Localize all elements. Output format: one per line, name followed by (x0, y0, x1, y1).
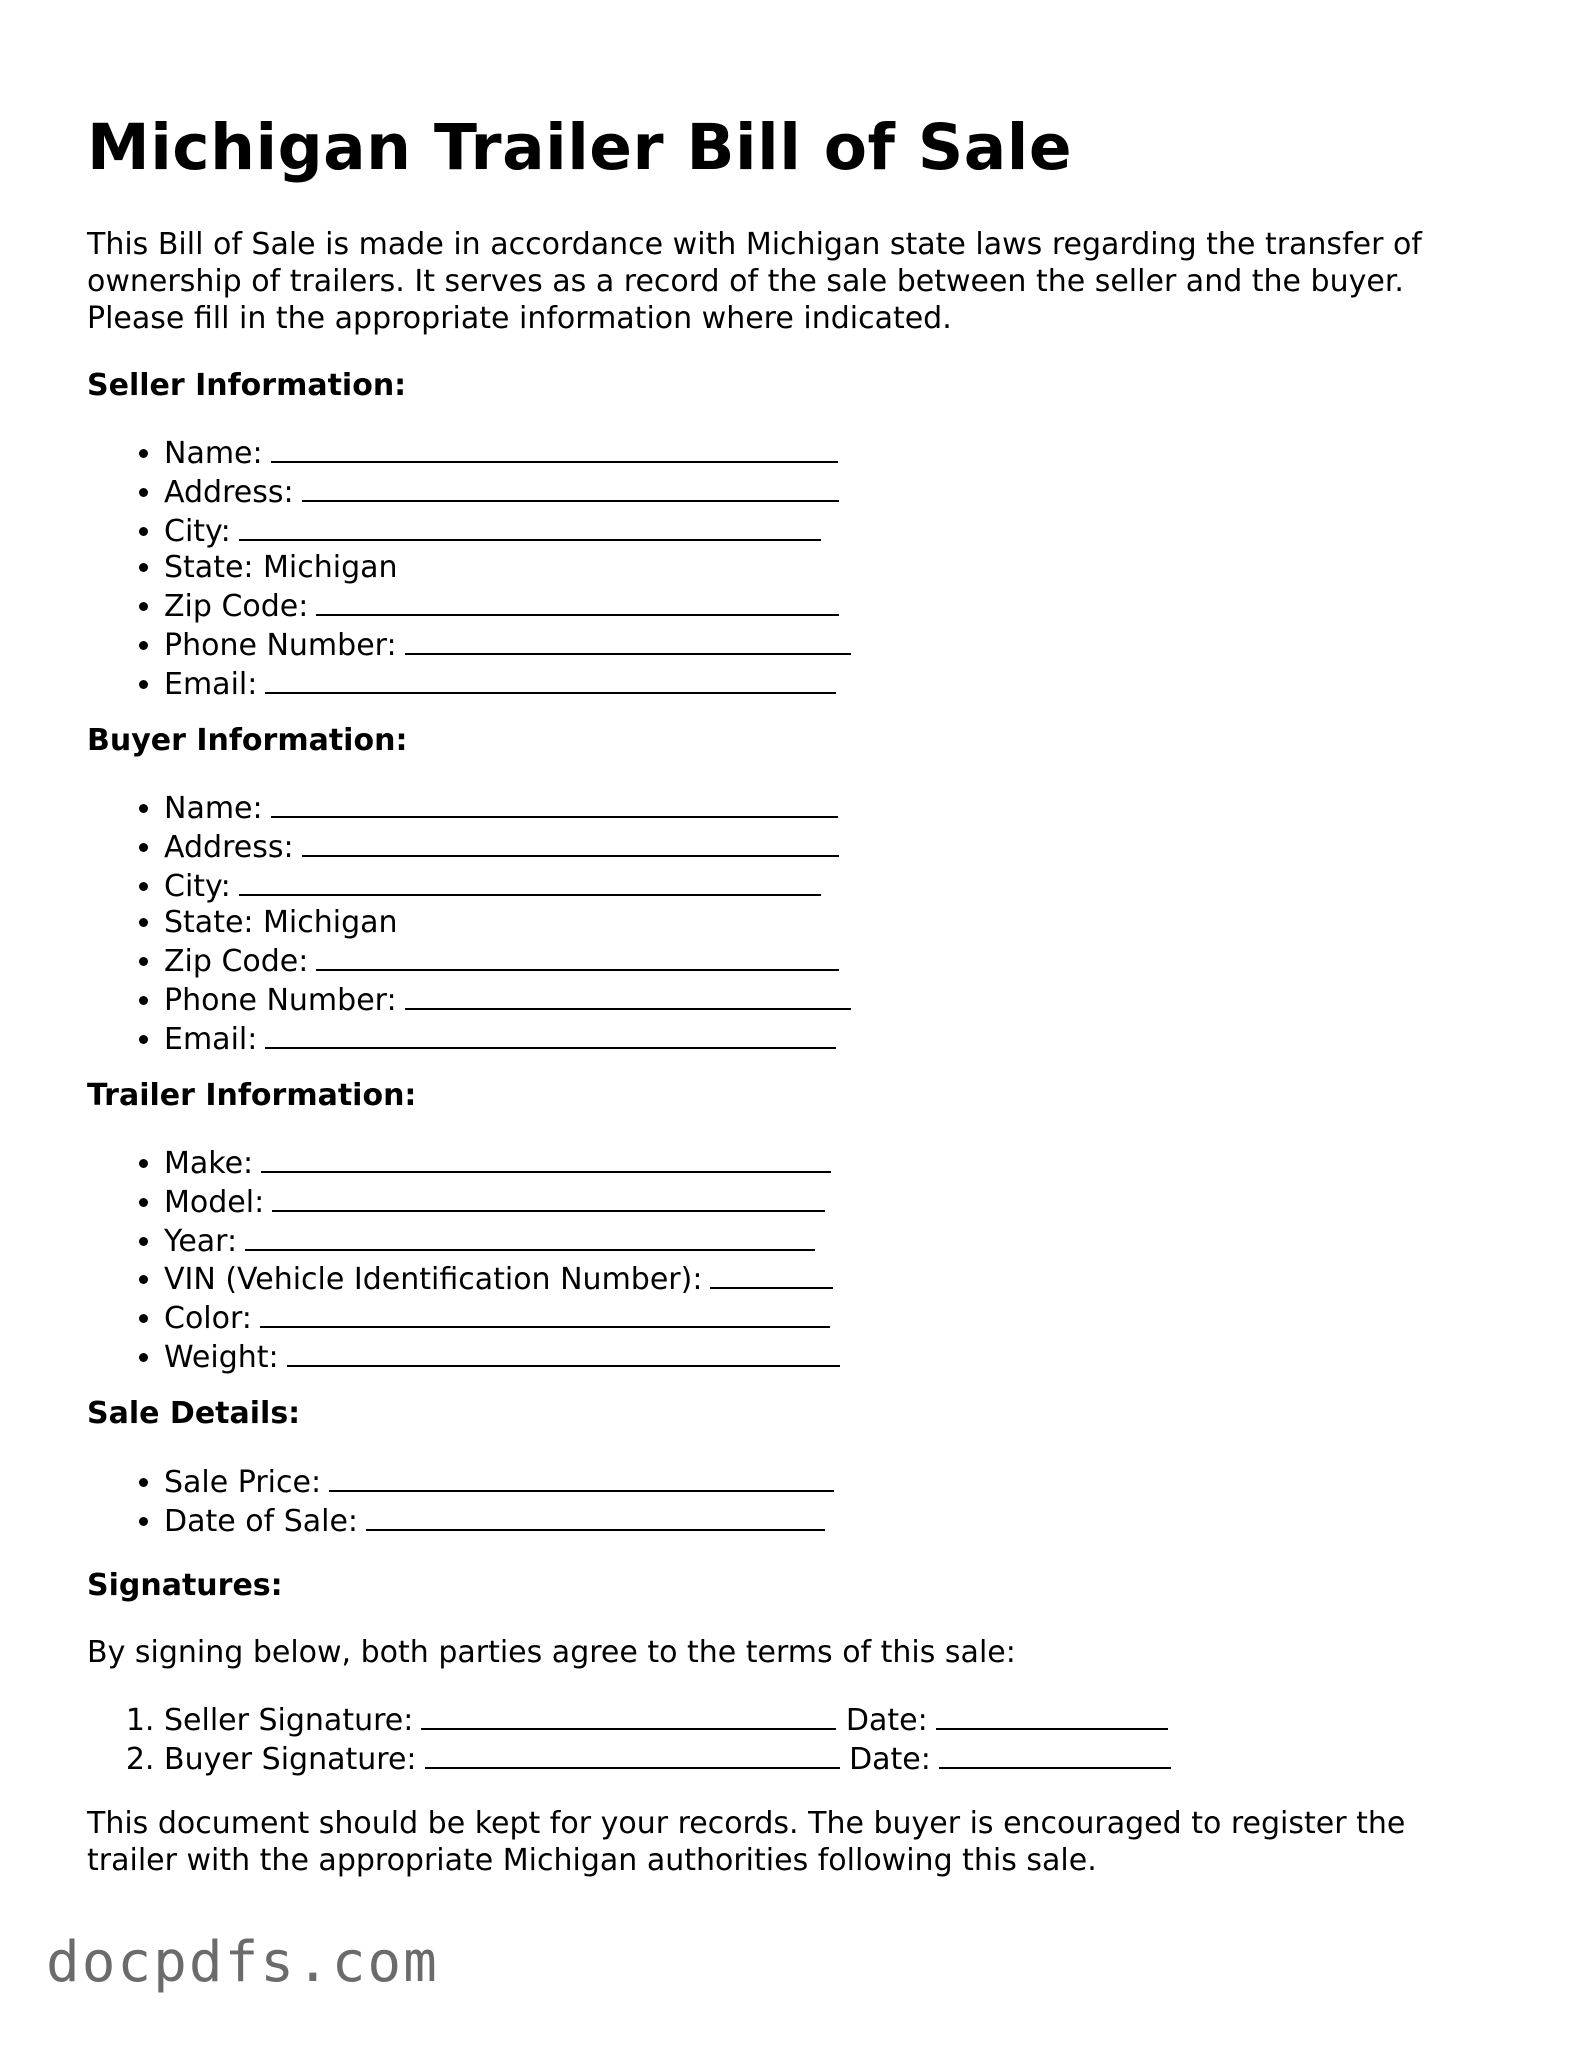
seller-email-field[interactable]: • Email: (164, 665, 851, 704)
buyer-city-field[interactable]: • City: (164, 867, 851, 906)
fill-line[interactable] (405, 981, 851, 1010)
fill-line[interactable] (302, 473, 839, 502)
trailer-weight-field[interactable]: • Weight: (164, 1338, 840, 1377)
fill-line[interactable] (260, 1299, 830, 1328)
intro-paragraph (87, 226, 1487, 337)
fill-line[interactable] (425, 1740, 840, 1769)
buyer-name-field[interactable]: • Name: (164, 789, 851, 828)
seller-signature-line[interactable]: 1. Seller Signature: Date: (164, 1701, 1171, 1740)
buyer-zip-field[interactable]: • Zip Code: (164, 942, 851, 981)
seller-phone-field[interactable]: • Phone Number: (164, 626, 851, 665)
trailer-model-field[interactable]: • Model: (164, 1183, 840, 1222)
seller-address-field[interactable]: • Address: (164, 473, 851, 512)
fill-line[interactable] (936, 1701, 1168, 1730)
buyer-phone-field[interactable]: • Phone Number: (164, 981, 851, 1020)
seller-zip-field[interactable]: • Zip Code: (164, 587, 851, 626)
fill-line[interactable] (939, 1740, 1171, 1769)
fill-line[interactable] (245, 1222, 815, 1251)
fill-line[interactable] (329, 1463, 834, 1492)
sale-fields-list (87, 1463, 834, 1541)
buyer-state-field: • State: Michigan (164, 905, 851, 942)
sale-date-field[interactable]: • Date of Sale: (164, 1502, 834, 1541)
buyer-fields-list (87, 789, 851, 1059)
trailer-fields-list (87, 1144, 840, 1377)
seller-section-title: Seller Information: (87, 368, 407, 403)
fill-line[interactable] (272, 1183, 825, 1212)
signatures-statement: By signing below, both parties agree to the terms of this sale: (87, 1635, 1016, 1670)
fill-line[interactable] (316, 942, 839, 971)
fill-line[interactable] (265, 1020, 836, 1049)
buyer-section-title: Buyer Information: (87, 723, 408, 758)
trailer-make-field[interactable]: • Make: (164, 1144, 840, 1183)
buyer-email-field[interactable]: • Email: (164, 1020, 851, 1059)
fill-line[interactable] (302, 828, 839, 857)
footer-line: trailer with the appropriate Michigan authorities following this sale. (87, 1843, 1097, 1878)
intro-line: ownership of trailers. It serves as a record of the sale between the seller and the buyer. (87, 264, 1404, 299)
seller-fields-list (87, 434, 851, 704)
intro-line: This Bill of Sale is made in accordance with Michigan state laws regarding the transfer of (87, 227, 1422, 262)
trailer-vin-field[interactable]: • VIN (Vehicle Identification Number): (164, 1260, 840, 1299)
fill-line[interactable] (405, 626, 851, 655)
sale-section-title: Sale Details: (87, 1396, 301, 1431)
intro-line: Please fill in the appropriate information where indicated. (87, 301, 952, 336)
trailer-section-title: Trailer Information: (87, 1078, 417, 1113)
fill-line[interactable] (366, 1502, 825, 1531)
buyer-address-field[interactable]: • Address: (164, 828, 851, 867)
buyer-signature-line[interactable]: 2. Buyer Signature: Date: (164, 1740, 1171, 1779)
fill-line[interactable] (421, 1701, 836, 1730)
fill-line[interactable] (710, 1260, 833, 1289)
sale-price-field[interactable]: • Sale Price: (164, 1463, 834, 1502)
footer-paragraph (87, 1805, 1405, 1879)
watermark-logo: docpdfs.com (46, 1930, 439, 1995)
footer-line: This document should be kept for your records. The buyer is encouraged to register the (87, 1806, 1406, 1841)
document-title: Michigan Trailer Bill of Sale (87, 111, 1073, 184)
seller-name-field[interactable]: • Name: (164, 434, 851, 473)
trailer-color-field[interactable]: • Color: (164, 1299, 840, 1338)
signatures-list (87, 1701, 1171, 1779)
fill-line[interactable] (239, 512, 821, 541)
fill-line[interactable] (239, 867, 821, 896)
fill-line[interactable] (287, 1338, 840, 1367)
fill-line[interactable] (271, 434, 838, 463)
seller-city-field[interactable]: • City: (164, 512, 851, 551)
fill-line[interactable] (265, 665, 836, 694)
signatures-section-title: Signatures: (87, 1568, 283, 1603)
fill-line[interactable] (261, 1144, 831, 1173)
fill-line[interactable] (316, 587, 839, 616)
fill-line[interactable] (271, 789, 838, 818)
seller-state-field: • State: Michigan (164, 550, 851, 587)
trailer-year-field[interactable]: • Year: (164, 1222, 840, 1261)
